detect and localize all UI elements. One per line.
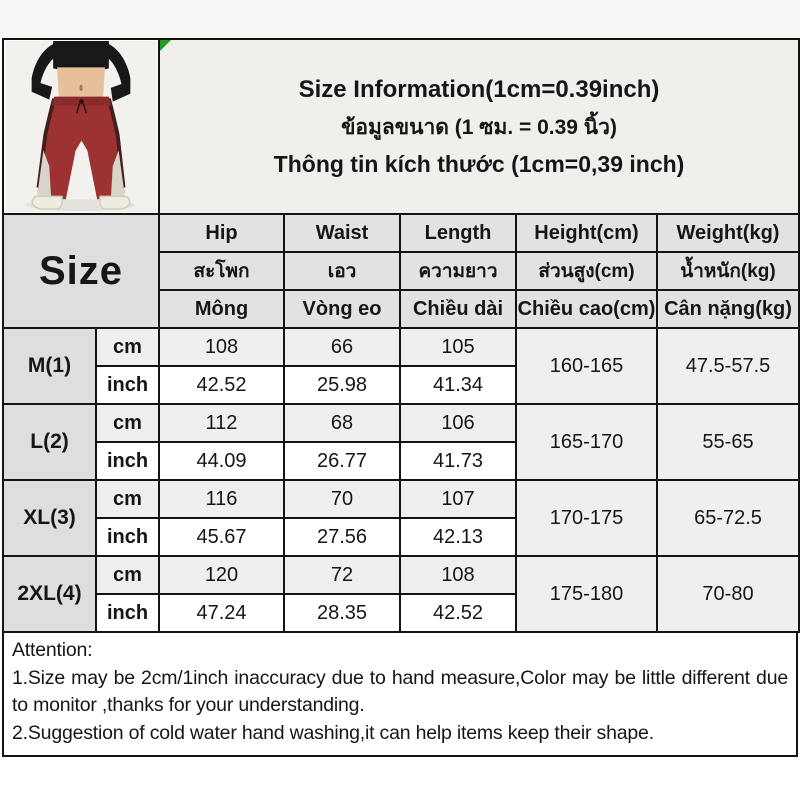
value-2xl-length-inch: 42.52 (400, 594, 516, 632)
value-m-waist-cm: 66 (284, 328, 400, 366)
attention-note-1: 1.Size may be 2cm/1inch inaccuracy due to hand measure,Color may be little different due to monitor ,thanks for your understanding. (12, 666, 788, 717)
unit-cm: cm (96, 328, 159, 366)
size-table (2, 38, 800, 633)
value-l-hip-inch: 44.09 (159, 442, 284, 480)
title-thai: ข้อมูลขนาด (1 ซม. = 0.39 นิ้ว) (341, 115, 617, 139)
header-hip-en: Hip (159, 214, 284, 252)
title-english: Size Information(1cm=0.39inch) (298, 75, 660, 103)
value-l-length-cm: 106 (400, 404, 516, 442)
size-label-xl: XL(3) (3, 480, 96, 556)
value-m-length-inch: 41.34 (400, 366, 516, 404)
header-waist-en: Waist (284, 214, 400, 252)
header-length-en: Length (400, 214, 516, 252)
value-xl-length-cm: 107 (400, 480, 516, 518)
value-l-length-inch: 41.73 (400, 442, 516, 480)
unit-cm: cm (96, 556, 159, 594)
header-waist-vi: Vòng eo (284, 290, 400, 328)
header-length-vi: Chiều dài (400, 290, 516, 328)
value-m-hip-cm: 108 (159, 328, 284, 366)
size-label-l: L(2) (3, 404, 96, 480)
header-height-th: ส่วนสูง(cm) (516, 252, 657, 290)
size-label-m: M(1) (3, 328, 96, 404)
unit-inch: inch (96, 518, 159, 556)
value-2xl-height: 175-180 (516, 556, 657, 632)
value-m-length-cm: 105 (400, 328, 516, 366)
header-weight-en: Weight(kg) (657, 214, 799, 252)
value-l-height: 165-170 (516, 404, 657, 480)
header-weight-vi: Cân nặng(kg) (657, 290, 799, 328)
value-l-hip-cm: 112 (159, 404, 284, 442)
top-margin-strip (0, 0, 800, 38)
value-2xl-waist-inch: 28.35 (284, 594, 400, 632)
value-2xl-length-cm: 108 (400, 556, 516, 594)
value-xl-height: 170-175 (516, 480, 657, 556)
value-m-height: 160-165 (516, 328, 657, 404)
product-photo (5, 41, 157, 212)
unit-inch: inch (96, 594, 159, 632)
corner-marker-icon (160, 40, 171, 51)
size-label-2xl: 2XL(4) (3, 556, 96, 632)
header-hip-th: สะโพก (159, 252, 284, 290)
value-2xl-hip-cm: 120 (159, 556, 284, 594)
unit-cm: cm (96, 404, 159, 442)
unit-cm: cm (96, 480, 159, 518)
value-xl-hip-inch: 45.67 (159, 518, 284, 556)
header-height-en: Height(cm) (516, 214, 657, 252)
value-m-hip-inch: 42.52 (159, 366, 284, 404)
attention-note-2: 2.Suggestion of cold water hand washing,it can help items keep their shape. (12, 722, 654, 745)
value-xl-hip-cm: 116 (159, 480, 284, 518)
value-xl-weight: 65-72.5 (657, 480, 799, 556)
value-m-weight: 47.5-57.5 (657, 328, 799, 404)
value-2xl-hip-inch: 47.24 (159, 594, 284, 632)
value-l-waist-cm: 68 (284, 404, 400, 442)
title-vietnamese: Thông tin kích thước (1cm=0,39 inch) (273, 150, 685, 177)
value-2xl-waist-cm: 72 (284, 556, 400, 594)
header-hip-vi: Mông (159, 290, 284, 328)
value-m-waist-inch: 25.98 (284, 366, 400, 404)
value-l-weight: 55-65 (657, 404, 799, 480)
size-chart-sheet (2, 38, 798, 757)
unit-inch: inch (96, 366, 159, 404)
attention-note-box (2, 631, 798, 757)
value-2xl-weight: 70-80 (657, 556, 799, 632)
size-corner-header: Size (3, 214, 159, 328)
attention-heading: Attention: (12, 639, 93, 661)
header-weight-th: น้ำหนัก(kg) (657, 252, 799, 290)
header-length-th: ความยาว (400, 252, 516, 290)
header-height-vi: Chiều cao(cm) (516, 290, 657, 328)
value-xl-waist-cm: 70 (284, 480, 400, 518)
product-photo-cell (3, 39, 159, 214)
value-xl-waist-inch: 27.56 (284, 518, 400, 556)
unit-inch: inch (96, 442, 159, 480)
value-xl-length-inch: 42.13 (400, 518, 516, 556)
title-cell (159, 39, 799, 214)
header-waist-th: เอว (284, 252, 400, 290)
value-l-waist-inch: 26.77 (284, 442, 400, 480)
